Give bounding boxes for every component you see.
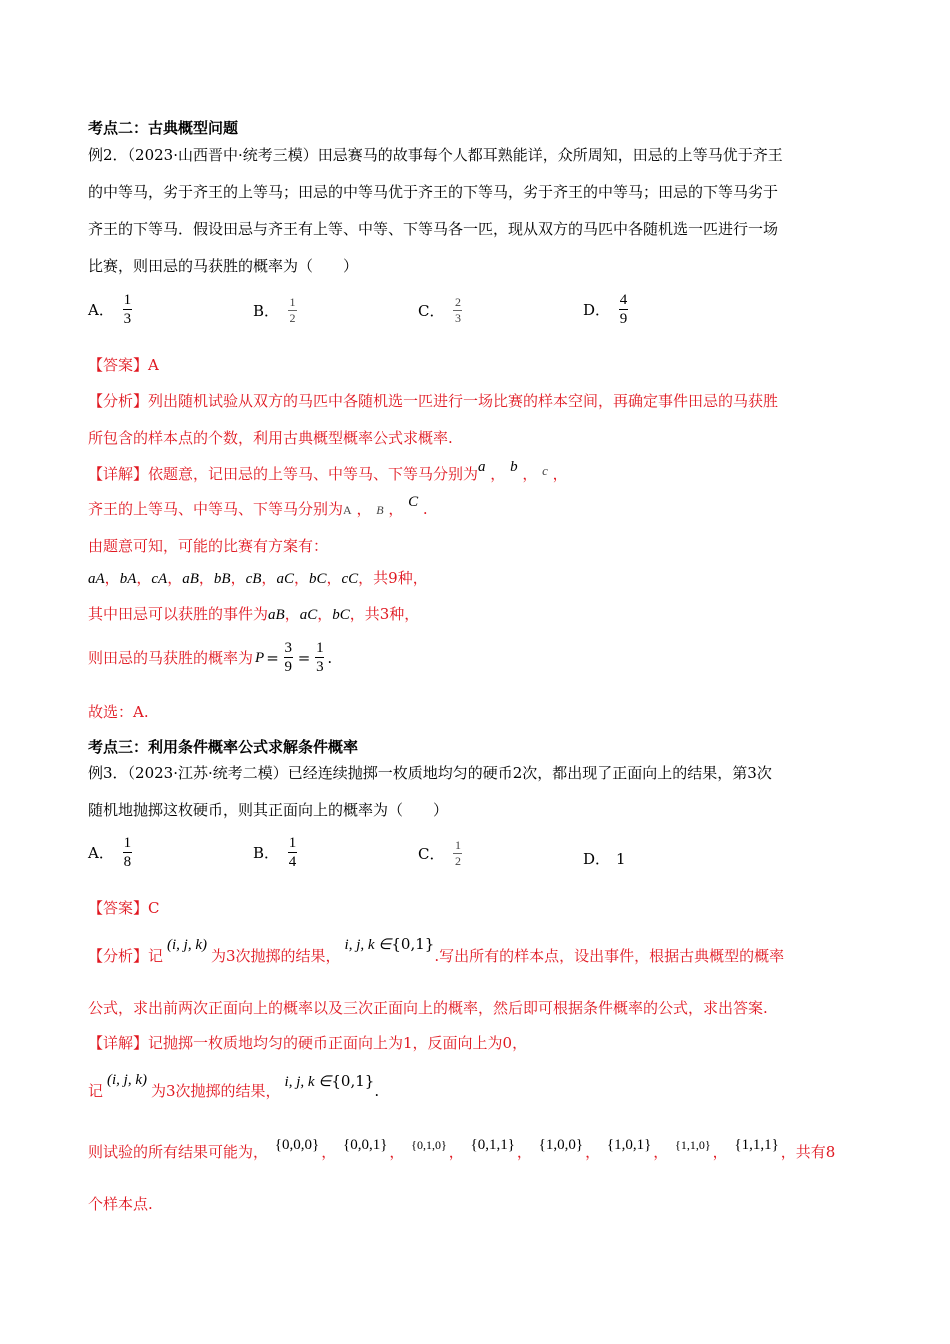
outcome-6: {1,0,1} — [606, 1137, 652, 1153]
probability-line: 则田忌的马获胜的概率为 P = $\frac{3}{9}$ = $\frac{1}{3}$ . — [88, 640, 333, 675]
question-line-1: 例2．（2023·山西晋中·统考三模）田忌赛马的故事每个人都耳熟能详，众所周知，田忌的上等马优于齐王 — [88, 146, 783, 164]
outcome-1: {0,0,0} — [274, 1137, 320, 1153]
option3-c: C． $\frac{1}{2}$ — [418, 838, 461, 868]
section-heading-2: 考点二：古典概型问题 — [88, 119, 239, 137]
option-d: D． $\frac{4}{9}$ — [583, 292, 628, 327]
outcome-4: {0,1,1} — [470, 1137, 515, 1153]
detail-2-line-1: 【详解】依题意，记田忌的上等马、中等马、下等马分别为a ， b ， c ， — [88, 459, 568, 483]
match-list: aA，bA，cA，aB，bB，cB，aC，bC，cC，共9种， — [88, 569, 428, 587]
question3-line-2: 随机地抛掷这枚硬币，则其正面向上的概率为（ ） — [88, 801, 449, 819]
outcomes-line: 则试验的所有结果可能为， {0,0,0} ， {0,0,1} ， {0,1,0} ， {0,1,1} ， {1,0,0} ， {1,0,1} ， {1,1,0} ， {1,1,1} ，共有8 — [88, 1137, 836, 1161]
answer-2: 【答案】A — [88, 356, 159, 374]
detail-3-line-2: 记(i, j, k)为3次抛掷的结果， i, j, k ∈{0,1}. — [88, 1072, 380, 1100]
question-line-2: 的中等马，劣于齐王的上等马；田忌的中等马优于齐王的下等马，劣于齐王的中等马；田忌的下等马劣于 — [88, 183, 779, 201]
analysis-3-line-2: 公式，求出前两次正面向上的概率以及三次正面向上的概率，然后即可根据条件概率的公式，求出答案. — [88, 999, 768, 1017]
outcome-8: {1,1,1} — [734, 1137, 779, 1153]
answer-3: 【答案】C — [88, 899, 160, 917]
win-events: 其中田忌可以获胜的事件为aB，aC，bC，共3种， — [88, 605, 420, 623]
option3-b: B． $\frac{1}{4}$ — [253, 835, 297, 870]
option3-d: D． 1 — [583, 849, 626, 868]
analysis-2-line-2: 所包含的样本点的个数，利用古典概型概率公式求概率. — [88, 429, 453, 447]
analysis-3-line-1: 【分析】记(i, j, k)为3次抛掷的结果，i, j, k ∈{0,1}.写出所有的样本点，设出事件，根据古典概型的概率 — [88, 935, 785, 965]
detail-3-line-1: 【详解】记抛掷一枚质地均匀的硬币正面向上为1，反面向上为0， — [88, 1034, 528, 1052]
option-a: A． $\frac{1}{3}$ — [88, 292, 132, 327]
detail-2-line-2: 齐王的上等马、中等马、下等马分别为A ， B ， C . — [88, 494, 428, 518]
outcome-3: {0,1,0} — [411, 1138, 447, 1152]
outcome-7: {1,1,0} — [675, 1138, 711, 1152]
choose-2: 故选：A. — [88, 703, 149, 721]
detail-2-line-3: 由题意可知，可能的比赛有方案有： — [88, 537, 329, 555]
question-line-3: 齐王的下等马．假设田忌与齐王有上等、中等、下等马各一匹，现从双方的马匹中各随机选一匹进行一场 — [88, 220, 779, 238]
outcome-5: {1,0,0} — [538, 1137, 584, 1153]
option-b: B． $\frac{1}{2}$ — [253, 295, 296, 325]
question3-line-1: 例3．（2023·江苏·统考二模）已经连续抛掷一枚质地均匀的硬币2次，都出现了正面向上的结果，第3次 — [88, 764, 772, 782]
option-c: C． $\frac{2}{3}$ — [418, 295, 461, 325]
option3-a: A． $\frac{1}{8}$ — [88, 835, 132, 870]
analysis-2-line-1: 【分析】列出随机试验从双方的马匹中各随机选一匹进行一场比赛的样本空间，再确定事件田忌的马获胜 — [88, 392, 779, 410]
outcome-2: {0,0,1} — [342, 1137, 388, 1153]
question-line-4: 比赛，则田忌的马获胜的概率为（ ） — [88, 257, 359, 275]
detail-3-line-4: 个样本点. — [88, 1195, 153, 1213]
section-heading-3: 考点三：利用条件概率公式求解条件概率 — [88, 738, 359, 756]
